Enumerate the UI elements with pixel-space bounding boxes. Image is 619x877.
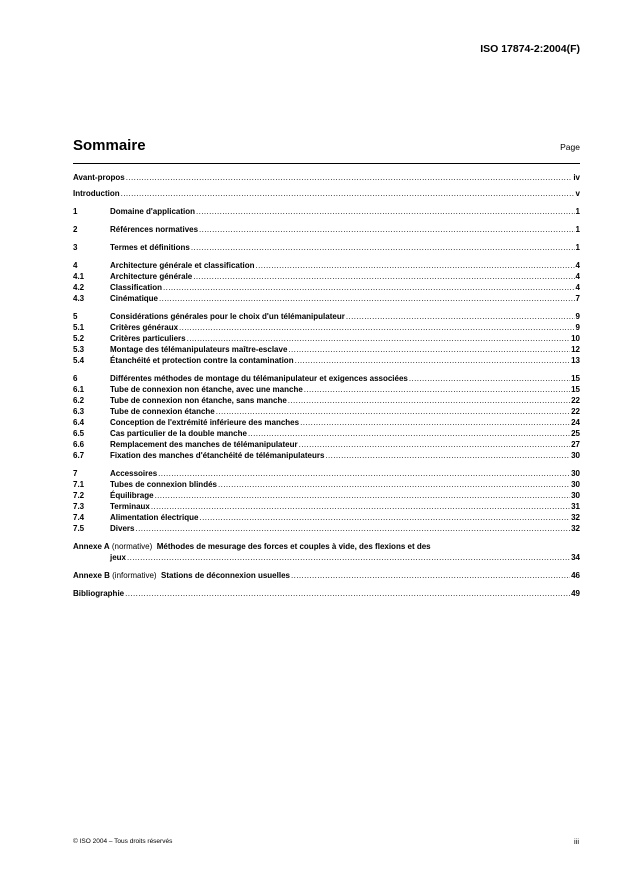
toc-entry[interactable]: [73, 355, 580, 366]
toc-entry-number: 7.4: [73, 513, 85, 522]
toc-entry-title: Tubes de connexion blindés: [110, 480, 217, 489]
toc-entry-number: 5: [73, 312, 78, 321]
footer-copyright: © ISO 2004 – Tous droits réservés: [73, 838, 173, 845]
toc-entry-page: 15: [571, 385, 580, 394]
page-column-label: Page: [560, 142, 580, 152]
dot-leader: [155, 490, 571, 501]
toc-entry-title: Tube de connexion non étanche, sans manche: [110, 396, 287, 405]
dot-leader: [304, 384, 570, 395]
toc-entry-page: 27: [571, 440, 580, 449]
toc-entry[interactable]: [73, 479, 580, 490]
dot-leader: [199, 224, 575, 235]
dot-leader: [218, 479, 570, 490]
annex-b-kind: (informative): [112, 571, 157, 580]
dot-leader: [193, 271, 574, 282]
toc-entry-title: Alimentation électrique: [110, 513, 199, 522]
toc-entry-page: 1: [575, 225, 580, 234]
toc-entry-page: 32: [571, 524, 580, 533]
annex-a-title-line1: Méthodes de mesurage des forces et couples à vide, des flexions et des: [156, 542, 431, 551]
annex-a-title-line2: jeux: [110, 553, 127, 562]
dot-leader: [135, 523, 570, 534]
toc-entry-page: 32: [571, 513, 580, 522]
toc-entry-page: 22: [571, 407, 580, 416]
toc-entry-page: 24: [571, 418, 580, 427]
toc-entry-number: 5.2: [73, 334, 85, 343]
toc-entry[interactable]: [73, 417, 580, 428]
toc-entry-number: 6.2: [73, 396, 85, 405]
dot-leader: [159, 293, 575, 304]
dot-leader: [288, 344, 570, 355]
toc-entry-number: 2: [73, 225, 78, 234]
toc-entry[interactable]: [73, 293, 580, 304]
toc-entry-page: 10: [571, 334, 580, 343]
toc-entry-page: 12: [571, 345, 580, 354]
annex-b-label: Annexe B: [73, 571, 110, 580]
toc-entry-number: 7: [73, 469, 78, 478]
toc-entry-title: Avant-propos: [73, 173, 125, 182]
toc-entry-number: 5.4: [73, 356, 85, 365]
dot-leader: [300, 417, 570, 428]
toc-entry-title: Équilibrage: [110, 491, 154, 500]
dot-leader: [346, 311, 575, 322]
toc-entry[interactable]: [73, 373, 580, 384]
toc-entry-page: 30: [571, 491, 580, 500]
toc-entry-title: Introduction: [73, 189, 120, 198]
dot-leader: [125, 588, 570, 599]
toc-entry-number: 1: [73, 207, 78, 216]
dot-leader: [151, 501, 570, 512]
toc-entry-bibliography[interactable]: [73, 588, 580, 599]
toc-entry[interactable]: [73, 384, 580, 395]
dot-leader: [179, 322, 575, 333]
toc-entry-title: Tube de connexion non étanche, avec une manche: [110, 385, 303, 394]
toc-entry[interactable]: [73, 172, 580, 183]
toc-entry-title: Étanchéité et protection contre la contamination: [110, 356, 294, 365]
dot-leader: [288, 395, 570, 406]
toc-entry-page: 1: [575, 243, 580, 252]
toc-entry[interactable]: [73, 428, 580, 439]
toc-entry-number: 3: [73, 243, 78, 252]
toc-entry[interactable]: [73, 271, 580, 282]
dot-leader: [295, 355, 571, 366]
dot-leader: [325, 450, 570, 461]
toc-entry-number: 5.3: [73, 345, 85, 354]
toc-entry-title: Divers: [110, 524, 135, 533]
toc-entry-number: 6.4: [73, 418, 85, 427]
toc-entry-number: 7.2: [73, 491, 85, 500]
toc-entry[interactable]: [73, 188, 580, 199]
toc-entry[interactable]: [73, 439, 580, 450]
toc-entry-title: Critères généraux: [110, 323, 179, 332]
toc-entry-page: 31: [571, 502, 580, 511]
toc-entry-number: 6: [73, 374, 78, 383]
toc-entry-number: 6.3: [73, 407, 85, 416]
toc-entry-number: 7.1: [73, 480, 85, 489]
toc-entry-annex-b[interactable]: [73, 570, 580, 581]
toc-entry-page: 9: [575, 323, 580, 332]
toc-entry[interactable]: [73, 468, 580, 479]
toc-entry-page: 30: [571, 469, 580, 478]
toc-entry[interactable]: [73, 260, 580, 271]
dot-leader: [191, 242, 575, 253]
toc-entry-page: 7: [575, 294, 580, 303]
toc-entry-title: Critères particuliers: [110, 334, 186, 343]
toc-entry-number: 5.1: [73, 323, 85, 332]
toc-entry-title: Considérations générales pour le choix d'un télémanipulateur: [110, 312, 345, 321]
dot-leader: [248, 428, 570, 439]
toc-entry-number: 6.7: [73, 451, 85, 460]
bibliography-page: 49: [571, 589, 580, 598]
toc-entry-page: 4: [575, 283, 580, 292]
dot-leader: [121, 188, 575, 199]
toc-entry-page: 4: [575, 272, 580, 281]
title-rule: [73, 163, 580, 164]
toc-entry-title: Cas particulier de la double manche: [110, 429, 247, 438]
annex-b-title: Stations de déconnexion usuelles: [161, 571, 290, 580]
dot-leader: [126, 172, 573, 183]
toc-entry-number: 4.1: [73, 272, 85, 281]
dot-leader: [409, 373, 570, 384]
toc-entry-title: Termes et définitions: [110, 243, 190, 252]
toc-entry-title: Accessoires: [110, 469, 158, 478]
toc-entry[interactable]: [73, 224, 580, 235]
toc-entry[interactable]: [73, 311, 580, 322]
toc-entry-number: 4: [73, 261, 78, 270]
toc-entry-number: 6.1: [73, 385, 85, 394]
toc-entry-title: Terminaux: [110, 502, 150, 511]
toc-list: [73, 172, 580, 534]
toc-entry-title: Fixation des manches d'étanchéité de télémanipulateurs: [110, 451, 325, 460]
toc-entry-title: Montage des télémanipulateurs maître-esclave: [110, 345, 288, 354]
toc-entry[interactable]: [73, 490, 580, 501]
toc-entry-number: 4.3: [73, 294, 85, 303]
dot-leader: [158, 468, 570, 479]
toc-entry-number: 7.5: [73, 524, 85, 533]
toc-entry[interactable]: [73, 406, 580, 417]
toc-entry-page: 25: [571, 429, 580, 438]
toc-entry-title: Architecture générale et classification: [110, 261, 255, 270]
dot-leader: [199, 512, 570, 523]
toc-entry-page: 1: [575, 207, 580, 216]
toc-entry-number: 7.3: [73, 502, 85, 511]
toc-entry[interactable]: [73, 344, 580, 355]
toc-entry[interactable]: [73, 450, 580, 461]
toc-entry-page: 15: [571, 374, 580, 383]
dot-leader: [291, 570, 570, 581]
dot-leader: [187, 333, 571, 344]
dot-leader: [163, 282, 575, 293]
table-of-contents: [73, 172, 580, 599]
toc-entry-page: 4: [575, 261, 580, 270]
dot-leader: [196, 206, 575, 217]
toc-entry[interactable]: [73, 282, 580, 293]
toc-entry[interactable]: [73, 523, 580, 534]
annex-a-page: 34: [571, 553, 580, 562]
toc-entry-number: 6.6: [73, 440, 85, 449]
toc-entry-page: v: [575, 189, 580, 198]
title-row: [73, 137, 580, 154]
dot-leader: [127, 552, 570, 563]
toc-entry[interactable]: [73, 322, 580, 333]
toc-entry-title: Références normatives: [110, 225, 199, 234]
toc-entry-page: 13: [571, 356, 580, 365]
toc-entry-page: 9: [575, 312, 580, 321]
toc-entry-number: 6.5: [73, 429, 85, 438]
toc-entry[interactable]: [73, 333, 580, 344]
annex-a-label: Annexe A: [73, 542, 110, 551]
toc-entry[interactable]: [73, 501, 580, 512]
dot-leader: [299, 439, 570, 450]
dot-leader: [256, 260, 575, 271]
toc-entry[interactable]: [73, 206, 580, 217]
toc-entry[interactable]: [73, 512, 580, 523]
annex-a-kind: (normative): [111, 542, 153, 551]
toc-entry-title: Architecture générale: [110, 272, 193, 281]
toc-entry-title: Cinématique: [110, 294, 159, 303]
toc-entry-title: Tube de connexion étanche: [110, 407, 215, 416]
toc-entry-title: Domaine d'application: [110, 207, 196, 216]
bibliography-title: Bibliographie: [73, 589, 125, 598]
dot-leader: [216, 406, 570, 417]
toc-entry-title: Différentes méthodes de montage du télémanipulateur et exigences associées: [110, 374, 408, 383]
toc-entry-annex-a[interactable]: [73, 541, 580, 563]
toc-entry-title: Classification: [110, 283, 163, 292]
toc-entry[interactable]: [73, 242, 580, 253]
toc-entry-title: Remplacement des manches de télémanipulateur: [110, 440, 298, 449]
footer-page-number: iii: [574, 837, 579, 846]
toc-entry-number: 4.2: [73, 283, 85, 292]
toc-entry-page: iv: [573, 173, 580, 182]
annex-b-page: 46: [571, 571, 580, 580]
toc-entry-page: 30: [571, 451, 580, 460]
toc-entry-page: 30: [571, 480, 580, 489]
page-title: Sommaire: [73, 137, 146, 154]
toc-entry-title: Conception de l'extrémité inférieure des manches: [110, 418, 300, 427]
document-id: ISO 17874-2:2004(F): [480, 43, 580, 55]
toc-entry-page: 22: [571, 396, 580, 405]
toc-entry[interactable]: [73, 395, 580, 406]
